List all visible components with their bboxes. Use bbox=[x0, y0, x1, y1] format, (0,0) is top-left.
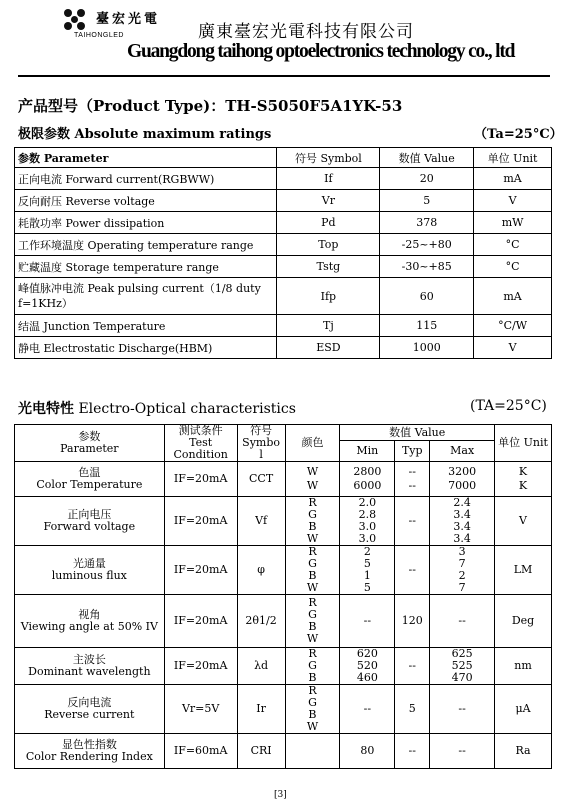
absolute-header-cell: 符号 Symbol bbox=[277, 148, 380, 168]
absolute-header-cell: 参数 Parameter bbox=[15, 148, 277, 168]
absolute-cell: Tstg bbox=[277, 256, 380, 278]
absolute-cell: -30~+85 bbox=[380, 256, 474, 278]
absolute-cell: -25~+80 bbox=[380, 234, 474, 256]
absolute-cell: V bbox=[474, 190, 552, 212]
electro-cell-symbol: Vf bbox=[237, 497, 285, 546]
absolute-cell: 工作环境温度 Operating temperature range bbox=[15, 234, 277, 256]
electro-cell-max: 3200 7000 bbox=[430, 462, 495, 497]
electro-cell-colors: R G B W bbox=[285, 546, 340, 595]
absolute-cell: If bbox=[277, 168, 380, 190]
electro-cell-typ: -- bbox=[395, 734, 430, 769]
electro-cell-min: 2800 6000 bbox=[340, 462, 395, 497]
absolute-cell: °C/W bbox=[474, 315, 552, 337]
electro-cell-test: IF=20mA bbox=[164, 497, 237, 546]
electro-cell-unit: LM bbox=[495, 546, 552, 595]
electro-cell-symbol: Ir bbox=[237, 685, 285, 734]
header-value: 数值 Value bbox=[340, 425, 495, 441]
electro-cell-min: 80 bbox=[340, 734, 395, 769]
company-logo-icon bbox=[62, 7, 88, 33]
electro-cell-colors: R G B W bbox=[285, 595, 340, 648]
electro-cell-unit: V bbox=[495, 497, 552, 546]
electro-cell-unit: nm bbox=[495, 648, 552, 685]
absolute-cell: °C bbox=[474, 256, 552, 278]
electro-cell-max: -- bbox=[430, 685, 495, 734]
header-typ: Typ bbox=[395, 441, 430, 462]
absolute-cell: Top bbox=[277, 234, 380, 256]
absolute-row bbox=[15, 256, 552, 278]
absolute-cell: 115 bbox=[380, 315, 474, 337]
absolute-cell: Pd bbox=[277, 212, 380, 234]
electro-cell-unit: K K bbox=[495, 462, 552, 497]
header-color: 颜色 bbox=[285, 425, 340, 462]
absolute-row bbox=[15, 190, 552, 212]
electro-cell-param: 视角 Viewing angle at 50% IV bbox=[15, 595, 165, 648]
header-max: Max bbox=[430, 441, 495, 462]
electro-cell-param: 色温 Color Temperature bbox=[15, 462, 165, 497]
absolute-cell: Tj bbox=[277, 315, 380, 337]
electro-cell-typ: -- bbox=[395, 648, 430, 685]
absolute-cell: mA bbox=[474, 278, 552, 315]
header-min: Min bbox=[340, 441, 395, 462]
company-name-cn: 廣東臺宏光電科技有限公司 bbox=[198, 22, 414, 42]
electro-cell-min: 2.0 2.8 3.0 3.0 bbox=[340, 497, 395, 546]
absolute-header-cell: 数值 Value bbox=[380, 148, 474, 168]
absolute-cell: mA bbox=[474, 168, 552, 190]
electro-cell-max: -- bbox=[430, 734, 495, 769]
electro-cell-typ: 5 bbox=[395, 685, 430, 734]
absolute-cell: Vr bbox=[277, 190, 380, 212]
absolute-cell: V bbox=[474, 337, 552, 359]
electro-optical-title-cn: 光电特性 bbox=[18, 401, 74, 417]
electro-cell-unit: μA bbox=[495, 685, 552, 734]
electro-cell-max: 3 7 2 7 bbox=[430, 546, 495, 595]
electro-cell-typ: -- bbox=[395, 497, 430, 546]
logo-text-cn: 臺宏光電 bbox=[96, 12, 161, 27]
absolute-header-cell: 单位 Unit bbox=[474, 148, 552, 168]
electro-row bbox=[15, 685, 552, 734]
electro-cell-symbol: φ bbox=[237, 546, 285, 595]
electro-row bbox=[15, 595, 552, 648]
electro-cell-min: 2 5 1 5 bbox=[340, 546, 395, 595]
electro-cell-param: 光通量 luminous flux bbox=[15, 546, 165, 595]
absolute-cell: ESD bbox=[277, 337, 380, 359]
electro-cell-typ: 120 bbox=[395, 595, 430, 648]
electro-cell-max: 625 525 470 bbox=[430, 648, 495, 685]
electro-cell-test: IF=20mA bbox=[164, 462, 237, 497]
absolute-ratings-condition: （Ta=25°C） bbox=[474, 127, 563, 142]
electro-cell-test: IF=20mA bbox=[164, 648, 237, 685]
absolute-row bbox=[15, 212, 552, 234]
electro-cell-colors: R G B bbox=[285, 648, 340, 685]
electro-optical-title bbox=[18, 398, 296, 418]
electro-cell-test: Vr=5V bbox=[164, 685, 237, 734]
absolute-cell: 20 bbox=[380, 168, 474, 190]
electro-cell-test: IF=60mA bbox=[164, 734, 237, 769]
absolute-row bbox=[15, 234, 552, 256]
header-symbol: 符号 Symbo l bbox=[237, 425, 285, 462]
absolute-cell: 60 bbox=[380, 278, 474, 315]
logo-text-en: TAIHONGLED bbox=[74, 32, 124, 39]
header-test-condition: 测试条件 Test Condition bbox=[164, 425, 237, 462]
company-name-en: Guangdong taihong optoelectronics technology co., ltd bbox=[127, 41, 515, 62]
absolute-cell: 峰值脉冲电流 Peak pulsing current（1/8 duty f=1KHz） bbox=[15, 278, 277, 315]
electro-row bbox=[15, 546, 552, 595]
absolute-cell: 静电 Electrostatic Discharge(HBM) bbox=[15, 337, 277, 359]
absolute-cell: 378 bbox=[380, 212, 474, 234]
absolute-header-row bbox=[15, 148, 552, 168]
absolute-cell: 正向电流 Forward current(RGBWW) bbox=[15, 168, 277, 190]
electro-optical-table bbox=[14, 424, 552, 769]
absolute-cell: 5 bbox=[380, 190, 474, 212]
absolute-row bbox=[15, 168, 552, 190]
absolute-row bbox=[15, 278, 552, 315]
absolute-ratings-title: 极限参数 Absolute maximum ratings bbox=[18, 127, 272, 142]
electro-cell-param: 显色性指数 Color Rendering Index bbox=[15, 734, 165, 769]
electro-cell-max: -- bbox=[430, 595, 495, 648]
product-type: 产品型号（Product Type)：TH-S5050F5A1YK-53 bbox=[18, 97, 403, 115]
header-divider bbox=[18, 75, 550, 77]
electro-cell-unit: Deg bbox=[495, 595, 552, 648]
absolute-cell: 贮藏温度 Storage temperature range bbox=[15, 256, 277, 278]
electro-cell-unit: Ra bbox=[495, 734, 552, 769]
electro-optical-title-en: Electro-Optical characteristics bbox=[74, 401, 296, 417]
electro-cell-param: 主波长 Dominant wavelength bbox=[15, 648, 165, 685]
absolute-cell: 1000 bbox=[380, 337, 474, 359]
electro-cell-min: -- bbox=[340, 595, 395, 648]
absolute-cell: 耗散功率 Power dissipation bbox=[15, 212, 277, 234]
absolute-cell: °C bbox=[474, 234, 552, 256]
electro-cell-symbol: CCT bbox=[237, 462, 285, 497]
absolute-ratings-table bbox=[14, 147, 552, 359]
electro-cell-colors: R G B W bbox=[285, 497, 340, 546]
electro-cell-symbol: λd bbox=[237, 648, 285, 685]
electro-optical-condition: (TA=25°C) bbox=[470, 398, 547, 414]
absolute-cell: Ifp bbox=[277, 278, 380, 315]
electro-cell-min: 620 520 460 bbox=[340, 648, 395, 685]
page-number: [3] bbox=[274, 790, 287, 800]
header-parameter: 参数 Parameter bbox=[15, 425, 165, 462]
electro-cell-symbol: 2θ1/2 bbox=[237, 595, 285, 648]
electro-cell-max: 2.4 3.4 3.4 3.4 bbox=[430, 497, 495, 546]
electro-cell-test: IF=20mA bbox=[164, 595, 237, 648]
electro-cell-min: -- bbox=[340, 685, 395, 734]
absolute-row bbox=[15, 337, 552, 359]
electro-cell-symbol: CRI bbox=[237, 734, 285, 769]
electro-row bbox=[15, 734, 552, 769]
electro-cell-colors: R G B W bbox=[285, 685, 340, 734]
electro-row bbox=[15, 497, 552, 546]
absolute-cell: 反向耐压 Reverse voltage bbox=[15, 190, 277, 212]
electro-cell-typ: -- -- bbox=[395, 462, 430, 497]
electro-cell-colors: W W bbox=[285, 462, 340, 497]
absolute-cell: 结温 Junction Temperature bbox=[15, 315, 277, 337]
electro-cell-test: IF=20mA bbox=[164, 546, 237, 595]
electro-cell-param: 正向电压 Forward voltage bbox=[15, 497, 165, 546]
electro-cell-colors bbox=[285, 734, 340, 769]
absolute-cell: mW bbox=[474, 212, 552, 234]
electro-cell-param: 反向电流 Reverse current bbox=[15, 685, 165, 734]
electro-row bbox=[15, 648, 552, 685]
electro-cell-typ: -- bbox=[395, 546, 430, 595]
electro-row bbox=[15, 462, 552, 497]
header-unit: 单位 Unit bbox=[495, 425, 552, 462]
absolute-row bbox=[15, 315, 552, 337]
electro-header-row bbox=[15, 425, 552, 441]
